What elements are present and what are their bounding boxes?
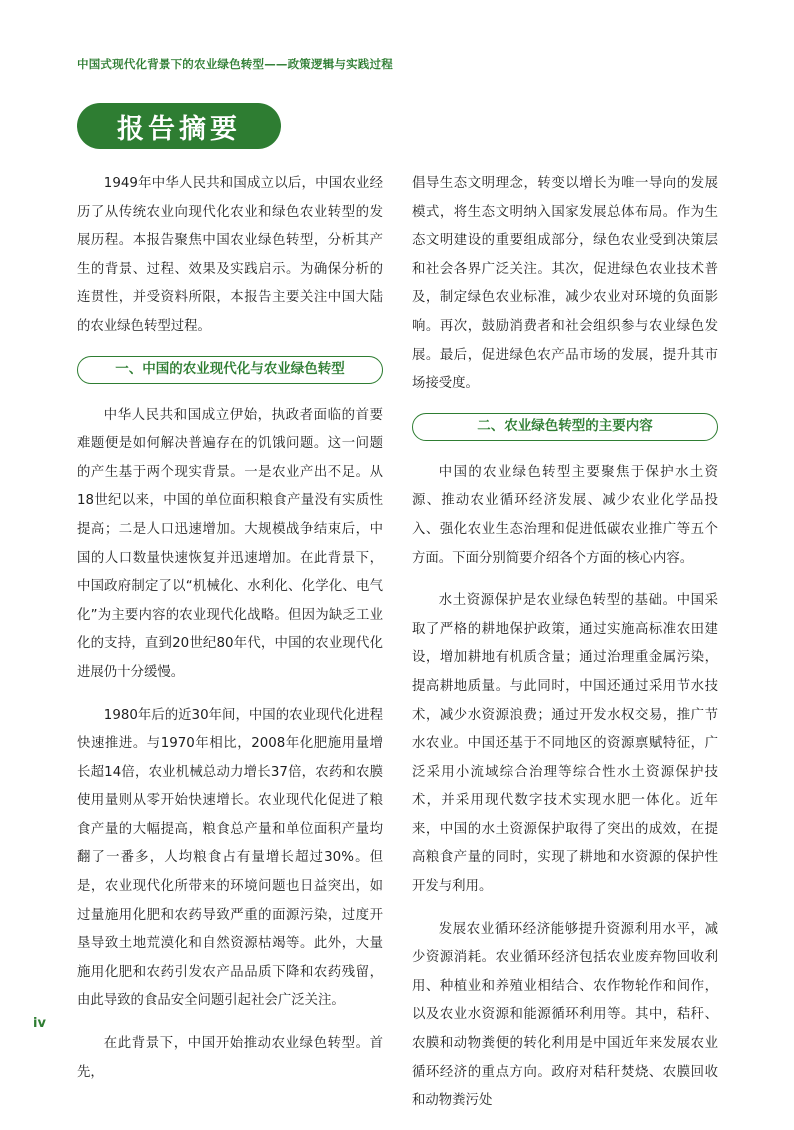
intro-paragraph: 1949年中华人民共和国成立以后，中国农业经历了从传统农业向现代化农业和绿色农业转型的发展历程。本报告聚焦中国农业绿色转型，分析其产生的背景、过程、效果及实践启示。为确保分析的连贯性，并受资料所限，本报告主要关注中国大陆的农业绿色转型过程。 <box>77 176 383 334</box>
right-column <box>412 170 718 1130</box>
section-2-heading-badge <box>412 413 718 441</box>
continuation-paragraph: 倡导生态文明理念，转变以增长为唯一导向的发展模式，将生态文明纳入国家发展总体布局。作为生态文明建设的重要组成部分，绿色农业受到决策层和社会各界广泛关注。其次，促进绿色农业技术普及，制定绿色农业标准，减少农业对环境的负面影响。再次，鼓励消费者和社会组织参与农业绿色发展。最后，促进绿色农产品市场的发展，提升其市场接受度。 <box>412 176 718 392</box>
section-2-paragraph-1: 中国的农业绿色转型主要聚焦于保护水土资源、推动农业循环经济发展、减少农业化学品投入、强化农业生态治理和促进低碳农业推广等五个方面。下面分别简要介绍各个方面的核心内容。 <box>412 464 718 566</box>
section-2-heading: 二、农业绿色转型的主要内容 <box>477 418 653 435</box>
section-2-paragraph-3: 发展农业循环经济能够提升资源利用水平，减少资源消耗。农业循环经济包括农业废弃物回收利用、种植业和养殖业相结合、农作物轮作和间作，以及农业水资源和能源循环利用等。其中，秸秆、农膜和动物粪便的转化利用是中国近年来发展农业循环经济的重点方向。政府对秸秆焚烧、农膜回收和动物粪污处 <box>412 921 718 1109</box>
section-1-paragraph-3: 在此背景下，中国开始推动农业绿色转型。首先， <box>77 1036 383 1080</box>
section-2-paragraph-2: 水土资源保护是农业绿色转型的基础。中国采取了严格的耕地保护政策，通过实施高标准农田建设，增加耕地有机质含量；通过治理重金属污染，提高耕地质量。与此同时，中国还通过采用节水技术，减少水资源浪费；通过开发水权交易，推广节水农业。中国还基于不同地区的资源禀赋特征，广泛采用小流域综合治理等综合性水土资源保护技术，并采用现代数字技术实现水肥一体化。近年来，中国的水土资源保护取得了突出的成效，在提高粮食产量的同时，实现了耕地和水资源的保护性开发与利用。 <box>412 593 718 895</box>
running-header: 中国式现代化背景下的农业绿色转型——政策逻辑与实践过程 <box>77 57 393 71</box>
section-1-heading: 一、中国的农业现代化与农业绿色转型 <box>115 361 345 378</box>
page-title-badge <box>77 103 281 149</box>
left-column <box>77 170 383 1101</box>
section-1-paragraph-1: 中华人民共和国成立伊始，执政者面临的首要难题便是如何解决普遍存在的饥饿问题。这一问题的产生基于两个现实背景。一是农业产出不足。从18世纪以来，中国的单位面积粮食产量没有实质性提高；二是人口迅速增加。大规模战争结束后，中国的人口数量快速恢复并迅速增加。在此背景下，中国政府制定了以“机械化、水利化、化学化、电气化”为主要内容的农业现代化战略。但因为缺乏工业化的支持，直到20世纪80年代，中国的农业现代化进展仍十分缓慢。 <box>77 407 383 680</box>
section-1-paragraph-2: 1980年后的近30年间，中国的农业现代化进程快速推进。与1970年相比，2008年化肥施用量增长超14倍，农业机械总动力增长37倍，农药和农膜使用量则从零开始快速增长。农业现代化促进了粮食产量的大幅提高，粮食总产量和单位面积产量均翻了一番多，人均粮食占有量增长超过30%。但是，农业现代化所带来的环境问题也日益突出，如过量施用化肥和农药导致严重的面源污染，过度开垦导致土地荒漠化和自然资源枯竭等。此外，大量施用化肥和农药引发农产品品质下降和农药残留，由此导致的食品安全问题引起社会广泛关注。 <box>77 707 383 1009</box>
section-1-heading-badge <box>77 356 383 384</box>
page-title: 报告摘要 <box>117 113 241 145</box>
page-number: iv <box>33 1016 46 1031</box>
